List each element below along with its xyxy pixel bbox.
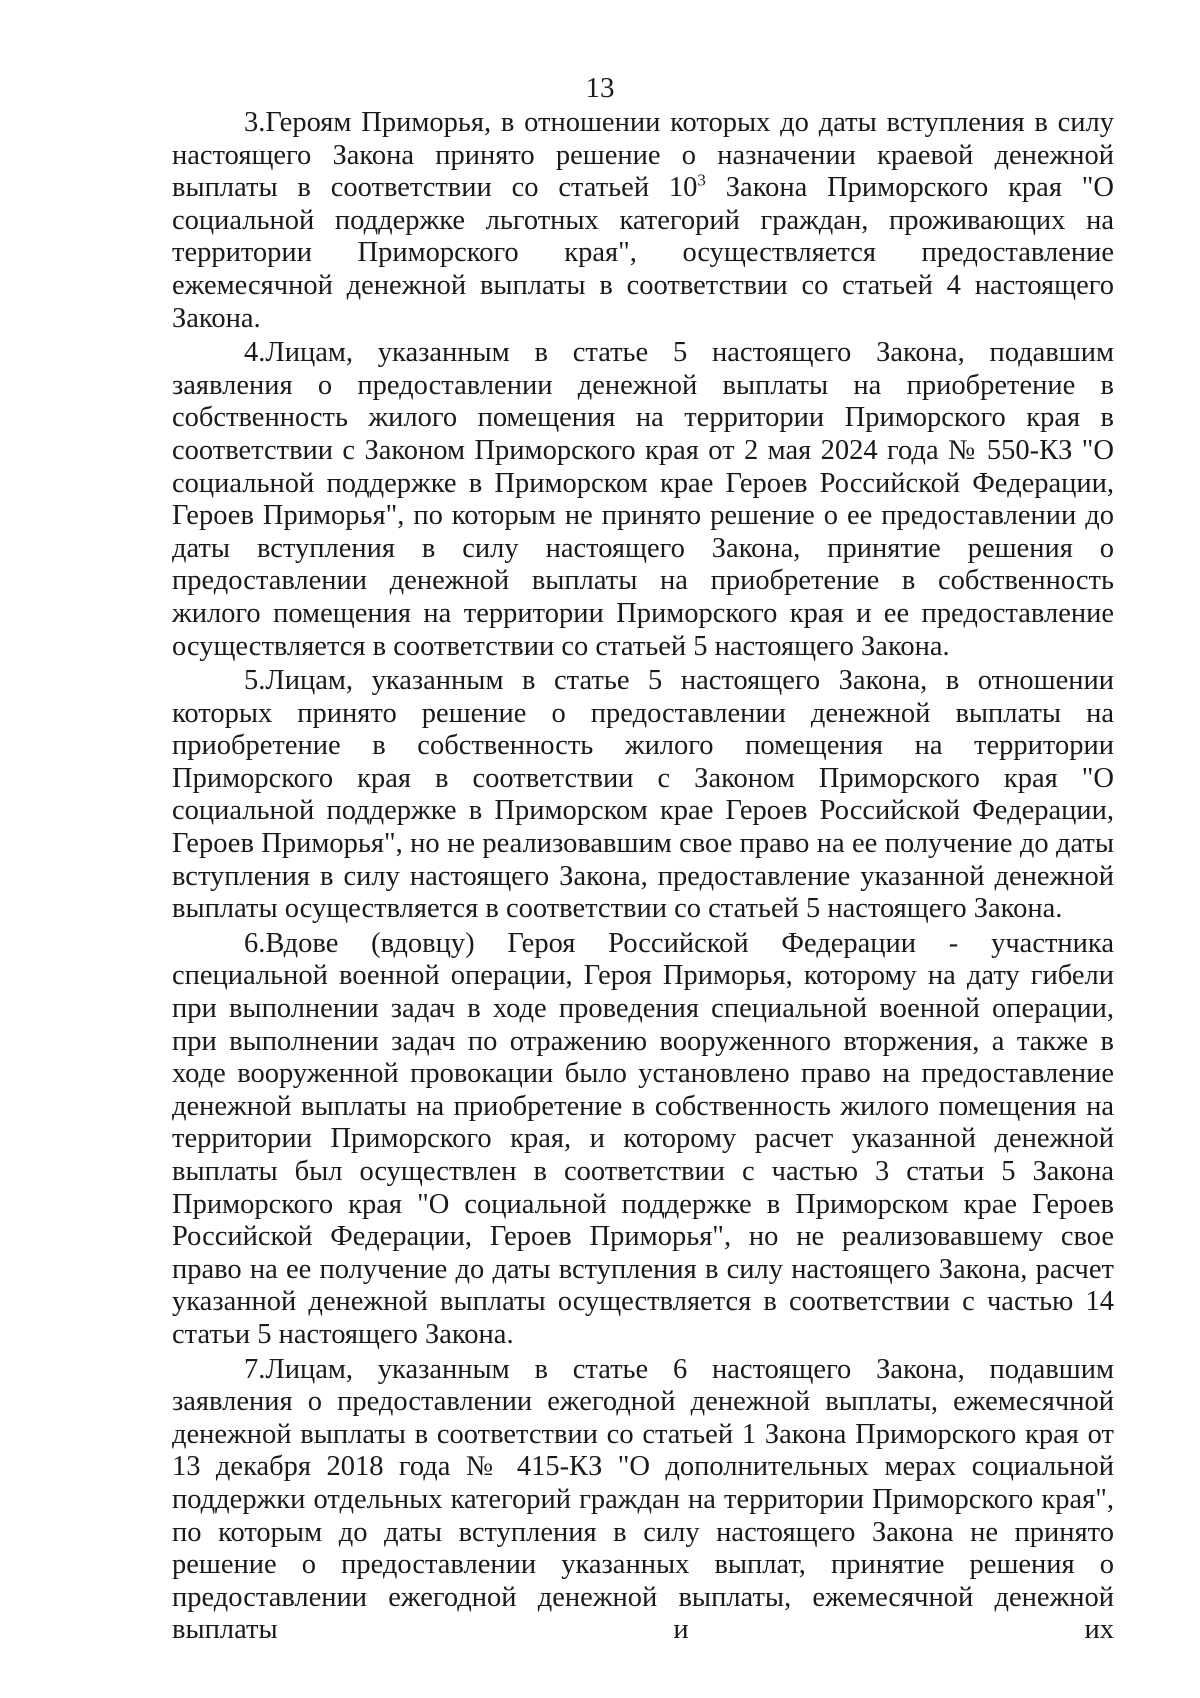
page-number: 13 bbox=[585, 72, 615, 104]
paragraph-3-text-end: Закона Приморского края "О социальной поддержке льготных категорий граждан, проживающих на территории Приморского края", осуществляется предоставление ежемесячной денежной выплаты в соответствии со статьей 4 настоящего Закона. bbox=[172, 172, 1114, 334]
paragraph-3 bbox=[172, 107, 1114, 335]
paragraph-7: 7.Лицам, указанным в статье 6 настоящего Закона, подавшим заявления о предоставлении ежегодной денежной выплаты, ежемесячной денежной выплаты в соответствии со статьей 1 Закона Приморского края от 13 декабря 2018 года № 415-КЗ "О дополнительных мерах социальной поддержки отдельных категорий граждан на территории Приморского края", по которым до даты вступления в силу настоящего Закона не принято решение о предоставлении указанных выплат, принятие решения о предоставлении ежегодной денежной выплаты, ежемесячной денежной выплаты и их bbox=[172, 1353, 1114, 1646]
paragraph-5: 5.Лицам, указанным в статье 5 настоящего Закона, в отношении которых принято решение о предоставлении денежной выплаты на приобретение в собственность жилого помещения на территории Приморского края в соответствии с Законом Приморского края "О социальной поддержке в Приморском крае Героев Российской Федерации, Героев Приморья", но не реализовавшим свое право на ее получение до даты вступления в силу настоящего Закона, предоставление указанной денежной выплаты осуществляется в соответствии со статьей 5 настоящего Закона. bbox=[172, 665, 1114, 925]
paragraph-3-text-start: 3.Героям Приморья, в отношении которых до даты вступления в силу настоящего Закона принято решение о назначении краевой денежной выплаты в соответствии со статьей 10 bbox=[172, 107, 1114, 204]
document-body bbox=[172, 107, 1114, 1649]
paragraph-6: 6.Вдове (вдовцу) Героя Российской Федерации - участника специальной военной операции, Героя Приморья, которому на дату гибели при выполнении задач в ходе проведения специальной военной операции, при выполнении задач по отражению вооруженного вторжения, а также в ходе вооруженной провокации было установлено право на предоставление денежной выплаты на приобретение в собственность жилого помещения на территории Приморского края, и которому расчет указанной денежной выплаты был осуществлен в соответствии с частью 3 статьи 5 Закона Приморского края "О социальной поддержке в Приморском крае Героев Российской Федерации, Героев Приморья", но не реализовавшему свое право на ее получение до даты вступления в силу настоящего Закона, расчет указанной денежной выплаты осуществляется в соответствии с частью 14 статьи 5 настоящего Закона. bbox=[172, 927, 1114, 1350]
article-superscript: 3 bbox=[697, 170, 706, 190]
paragraph-4: 4.Лицам, указанным в статье 5 настоящего Закона, подавшим заявления о предоставлении денежной выплаты на приобретение в собственность жилого помещения на территории Приморского края в соответствии с Законом Приморского края от 2 мая 2024 года № 550-КЗ "О социальной поддержке в Приморском крае Героев Российской Федерации, Героев Приморья", по которым не принято решение о ее предоставлении до даты вступления в силу настоящего Закона, принятие решения о предоставлении денежной выплаты на приобретение в собственность жилого помещения на территории Приморского края и ее предоставление осуществляется в соответствии со статьей 5 настоящего Закона. bbox=[172, 337, 1114, 662]
